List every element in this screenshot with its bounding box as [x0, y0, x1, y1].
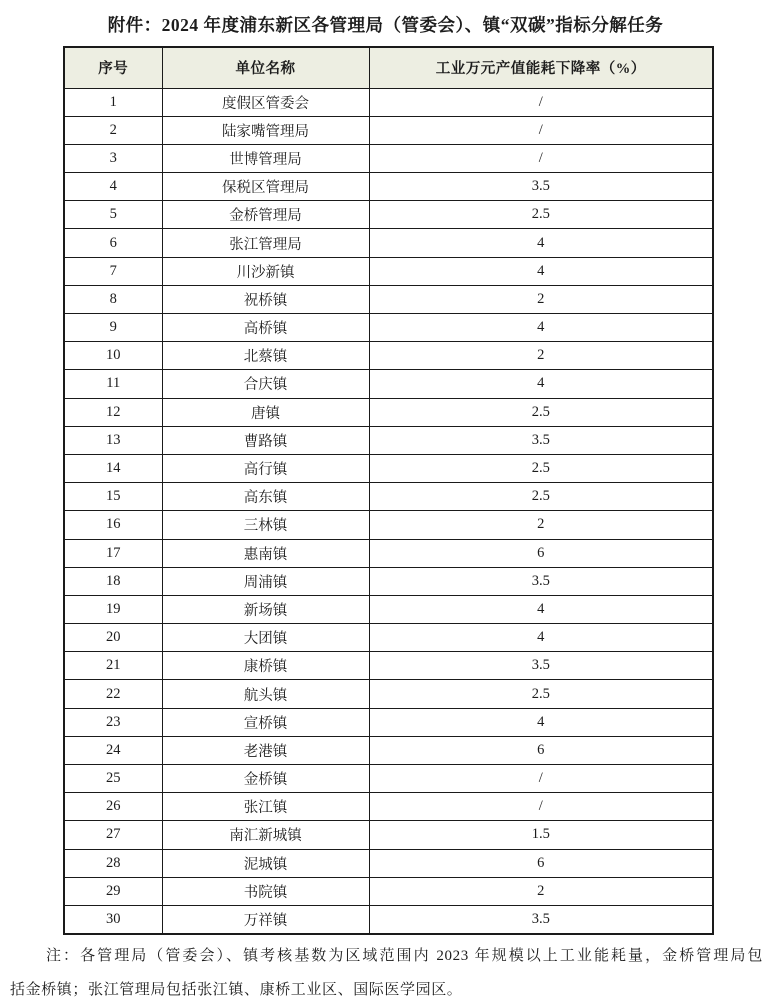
- row-unit-name: 泥城镇: [162, 849, 369, 877]
- row-unit-name: 高桥镇: [162, 314, 369, 342]
- row-value: 3.5: [369, 905, 713, 933]
- row-number: 10: [64, 342, 162, 370]
- row-number: 15: [64, 483, 162, 511]
- row-value: 2: [369, 877, 713, 905]
- row-unit-name: 南汇新城镇: [162, 821, 369, 849]
- table-row: [64, 88, 713, 116]
- row-unit-name: 康桥镇: [162, 652, 369, 680]
- row-number: 9: [64, 314, 162, 342]
- row-value: 6: [369, 849, 713, 877]
- row-value: 2: [369, 511, 713, 539]
- row-value: 4: [369, 229, 713, 257]
- table-row: [64, 793, 713, 821]
- table-header: [64, 47, 713, 88]
- table-row: [64, 849, 713, 877]
- row-number: 17: [64, 539, 162, 567]
- row-value: /: [369, 765, 713, 793]
- table-row: [64, 567, 713, 595]
- row-unit-name: 金桥镇: [162, 765, 369, 793]
- table-row: [64, 680, 713, 708]
- row-value: 2.5: [369, 454, 713, 482]
- row-unit-name: 保税区管理局: [162, 173, 369, 201]
- header-单位名称: 单位名称: [162, 47, 369, 88]
- row-unit-name: 曹路镇: [162, 426, 369, 454]
- table-row: [64, 877, 713, 905]
- table-row: [64, 821, 713, 849]
- table-row: [64, 342, 713, 370]
- row-value: /: [369, 793, 713, 821]
- row-number: 25: [64, 765, 162, 793]
- row-value: 2.5: [369, 398, 713, 426]
- footnote-line-2: 括金桥镇；张江管理局包括张江镇、康桥工业区、国际医学园区。: [10, 981, 463, 998]
- row-unit-name: 高行镇: [162, 454, 369, 482]
- row-value: 3.5: [369, 426, 713, 454]
- row-unit-name: 万祥镇: [162, 905, 369, 933]
- row-unit-name: 陆家嘴管理局: [162, 116, 369, 144]
- row-number: 30: [64, 905, 162, 933]
- row-number: 23: [64, 708, 162, 736]
- table-row: [64, 370, 713, 398]
- row-number: 2: [64, 116, 162, 144]
- row-unit-name: 周浦镇: [162, 567, 369, 595]
- row-unit-name: 世博管理局: [162, 144, 369, 172]
- table-row: [64, 765, 713, 793]
- row-value: /: [369, 144, 713, 172]
- row-value: 2.5: [369, 201, 713, 229]
- row-number: 28: [64, 849, 162, 877]
- row-unit-name: 北蔡镇: [162, 342, 369, 370]
- table-row: [64, 144, 713, 172]
- footnote-line-1: 注：各管理局（管委会）、镇考核基数为区域范围内 2023 年规模以上工业能耗量，金桥管理局包: [46, 947, 763, 964]
- row-unit-name: 高东镇: [162, 483, 369, 511]
- row-number: 11: [64, 370, 162, 398]
- row-number: 29: [64, 877, 162, 905]
- row-unit-name: 川沙新镇: [162, 257, 369, 285]
- row-unit-name: 宣桥镇: [162, 708, 369, 736]
- table-row: [64, 511, 713, 539]
- row-number: 16: [64, 511, 162, 539]
- row-value: 4: [369, 370, 713, 398]
- table-row: [64, 229, 713, 257]
- row-number: 19: [64, 595, 162, 623]
- row-unit-name: 祝桥镇: [162, 285, 369, 313]
- table-row: [64, 905, 713, 933]
- table-body: [64, 88, 713, 934]
- row-value: 4: [369, 595, 713, 623]
- row-value: 4: [369, 708, 713, 736]
- targets-table: [63, 46, 714, 935]
- row-value: 2: [369, 285, 713, 313]
- row-number: 24: [64, 736, 162, 764]
- row-number: 3: [64, 144, 162, 172]
- row-value: 3.5: [369, 173, 713, 201]
- row-unit-name: 大团镇: [162, 624, 369, 652]
- table-row: [64, 426, 713, 454]
- row-value: /: [369, 88, 713, 116]
- row-unit-name: 新场镇: [162, 595, 369, 623]
- row-unit-name: 唐镇: [162, 398, 369, 426]
- header-能耗下降率: 工业万元产值能耗下降率（%）: [369, 47, 713, 88]
- row-unit-name: 张江管理局: [162, 229, 369, 257]
- row-value: 4: [369, 314, 713, 342]
- header-序号: 序号: [64, 47, 162, 88]
- row-number: 1: [64, 88, 162, 116]
- row-unit-name: 张江镇: [162, 793, 369, 821]
- table-row: [64, 539, 713, 567]
- row-value: 2: [369, 342, 713, 370]
- table-row: [64, 398, 713, 426]
- row-number: 8: [64, 285, 162, 313]
- row-unit-name: 惠南镇: [162, 539, 369, 567]
- table-row: [64, 173, 713, 201]
- row-value: 4: [369, 624, 713, 652]
- row-unit-name: 航头镇: [162, 680, 369, 708]
- row-number: 12: [64, 398, 162, 426]
- row-value: 3.5: [369, 567, 713, 595]
- row-number: 18: [64, 567, 162, 595]
- table-row: [64, 652, 713, 680]
- row-number: 5: [64, 201, 162, 229]
- table-row: [64, 624, 713, 652]
- row-value: 2.5: [369, 680, 713, 708]
- table-row: [64, 736, 713, 764]
- row-number: 22: [64, 680, 162, 708]
- row-number: 27: [64, 821, 162, 849]
- row-number: 13: [64, 426, 162, 454]
- row-number: 4: [64, 173, 162, 201]
- table-row: [64, 483, 713, 511]
- row-unit-name: 三林镇: [162, 511, 369, 539]
- row-unit-name: 合庆镇: [162, 370, 369, 398]
- table-row: [64, 201, 713, 229]
- page-title: 附件：2024 年度浦东新区各管理局（管委会）、镇“双碳”指标分解任务: [107, 15, 664, 35]
- row-value: /: [369, 116, 713, 144]
- row-unit-name: 老港镇: [162, 736, 369, 764]
- row-number: 6: [64, 229, 162, 257]
- row-value: 2.5: [369, 483, 713, 511]
- row-unit-name: 金桥管理局: [162, 201, 369, 229]
- row-number: 26: [64, 793, 162, 821]
- row-value: 1.5: [369, 821, 713, 849]
- table-row: [64, 285, 713, 313]
- row-value: 4: [369, 257, 713, 285]
- footnote: [10, 939, 763, 1006]
- table-row: [64, 454, 713, 482]
- row-unit-name: 度假区管委会: [162, 88, 369, 116]
- row-number: 21: [64, 652, 162, 680]
- table-row: [64, 708, 713, 736]
- table-row: [64, 116, 713, 144]
- row-unit-name: 书院镇: [162, 877, 369, 905]
- table-row: [64, 257, 713, 285]
- table-row: [64, 314, 713, 342]
- row-value: 3.5: [369, 652, 713, 680]
- row-number: 7: [64, 257, 162, 285]
- row-number: 20: [64, 624, 162, 652]
- row-value: 6: [369, 736, 713, 764]
- row-number: 14: [64, 454, 162, 482]
- table-row: [64, 595, 713, 623]
- row-value: 6: [369, 539, 713, 567]
- table-header-row: [64, 47, 713, 88]
